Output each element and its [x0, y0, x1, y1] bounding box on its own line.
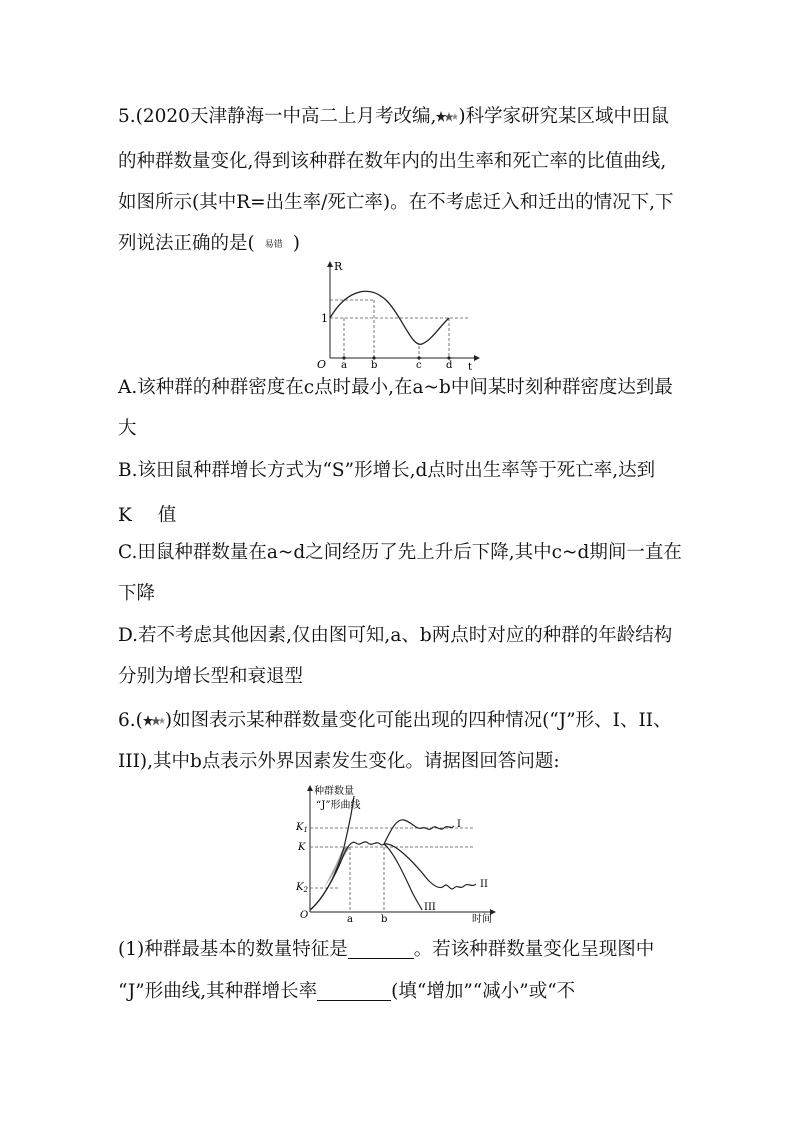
option-a-line-2: 大	[118, 418, 137, 439]
q5-line-2: 的种群数量变化,得到该种群在数年内的出生率和死亡率的比值曲线,	[118, 151, 667, 172]
curve-iii	[384, 844, 422, 910]
option-c-line-1: C.田鼠种群数量在a~d之间经历了先上升后下降,其中c~d期间一直在	[118, 542, 682, 563]
x-tick-a: a	[341, 360, 347, 371]
q6-sub1-line-2: “J”形曲线,其种群增长率 (填“增加”“减小”或“不	[118, 981, 576, 1002]
curve-i	[384, 820, 454, 844]
curve-iii-label: III	[424, 902, 436, 913]
k1-label: $K_1$	[296, 822, 308, 834]
origin-label: O	[300, 910, 309, 921]
difficulty-star-icon	[436, 106, 458, 132]
q6-sub1-line-1: (1)种群最基本的数量特征是 。若该种群数量变化呈现图中	[118, 939, 655, 960]
option-d-line-1: D.若不考虑其他因素,仅由图可知,a、b两点时对应的种群的年龄结构	[118, 625, 673, 646]
j-curve-label: “J”形曲线	[316, 800, 361, 811]
origin-label: O	[317, 358, 327, 371]
x-tick-a: a	[347, 914, 353, 925]
y-axis-label: 种群数量	[314, 786, 354, 797]
q5-line-1	[118, 104, 669, 132]
option-d-line-2: 分别为增长型和衰退型	[118, 666, 304, 687]
j-curve	[310, 796, 354, 910]
k-label: K	[298, 842, 306, 853]
answer-blank-1[interactable]	[348, 938, 414, 959]
k2-label: $K_2$	[296, 882, 308, 894]
y-tick-one: 1	[321, 312, 328, 325]
curve-i-label: I	[457, 819, 461, 830]
answer-blank-2[interactable]	[317, 980, 391, 1001]
curve-ii-label: II	[480, 879, 488, 890]
difficulty-star-icon	[143, 710, 165, 736]
q5-line-4: 列说法正确的是( 易错 )	[118, 233, 300, 254]
error-prone-tag: 易错	[264, 240, 283, 250]
x-axis-label: 时间	[472, 914, 492, 925]
y-axis-label: R	[334, 260, 343, 273]
x-tick-b: b	[371, 360, 378, 371]
curve-ii	[384, 844, 476, 889]
x-tick-b: b	[381, 914, 388, 925]
q6-line-1: 6.( )如图表示某种群数量变化可能出现的四种情况(“J”形、I、II、	[118, 708, 672, 736]
x-tick-d: d	[446, 360, 453, 371]
s-curve-base	[310, 842, 384, 910]
x-axis-label: t	[468, 362, 473, 372]
option-a-line-1: A.该种群的种群密度在c点时最小,在a~b中间某时刻种群密度达到最	[118, 377, 673, 398]
option-b-line-1: B.该田鼠种群增长方式为“S”形增长,d点时出生率等于死亡率,达到	[118, 460, 656, 481]
q6-line-2: III),其中b点表示外界因素发生变化。请据图回答问题:	[118, 751, 560, 772]
r-ratio-chart	[314, 258, 480, 372]
q5-stem-start: )科学家研究某区域中田鼠	[458, 106, 670, 127]
x-tick-c: c	[416, 360, 422, 371]
option-c-line-2: 下降	[118, 583, 156, 604]
population-curves-chart	[294, 780, 500, 926]
q5-line-3: 如图所示(其中R=出生率/死亡率)。在不考虑迁入和迁出的情况下,下	[118, 192, 674, 213]
q5-source: 5.(2020天津静海一中高二上月考改编,	[118, 106, 437, 127]
option-b-line-2: K 值	[118, 505, 177, 526]
